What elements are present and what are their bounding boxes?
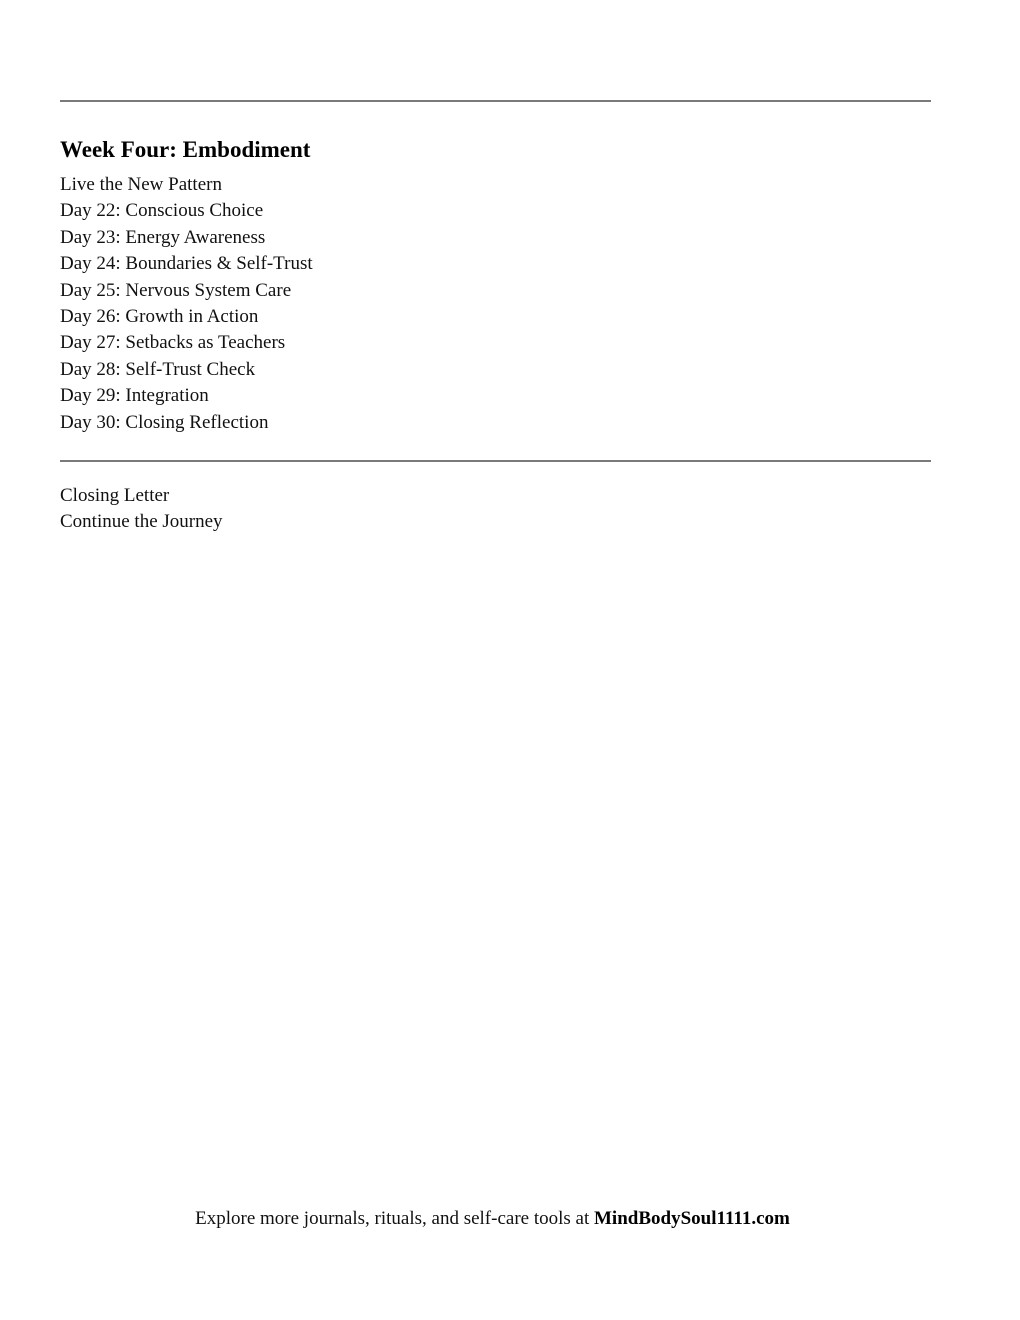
day-item: Day 24: Boundaries & Self-Trust [60,253,313,275]
day-item: Day 23: Energy Awareness [60,226,266,248]
day-item: Day 26: Growth in Action [60,306,259,328]
day-item: Day 29: Integration [60,385,209,407]
closing-contents-list [60,483,223,536]
day-item: Day 28: Self-Trust Check [60,358,256,380]
day-item: Day 30: Closing Reflection [60,411,269,433]
week-heading: Week Four: Embodiment [60,137,311,162]
day-item: Day 22: Conscious Choice [60,200,264,222]
day-item: Day 27: Setbacks as Teachers [60,332,286,354]
footer-site-name: MindBodySoul1111.com [594,1208,790,1229]
closing-letter-item: Closing Letter [60,485,170,506]
continue-journey-item: Continue the Journey [60,511,223,533]
section-divider [60,460,931,462]
footer-note [0,1206,985,1232]
top-divider [60,100,931,102]
week-subtitle: Live the New Pattern [60,174,222,195]
week-contents-list [60,172,313,436]
footer-text: Explore more journals, rituals, and self-care tools at [195,1208,594,1229]
day-item: Day 25: Nervous System Care [60,279,292,301]
